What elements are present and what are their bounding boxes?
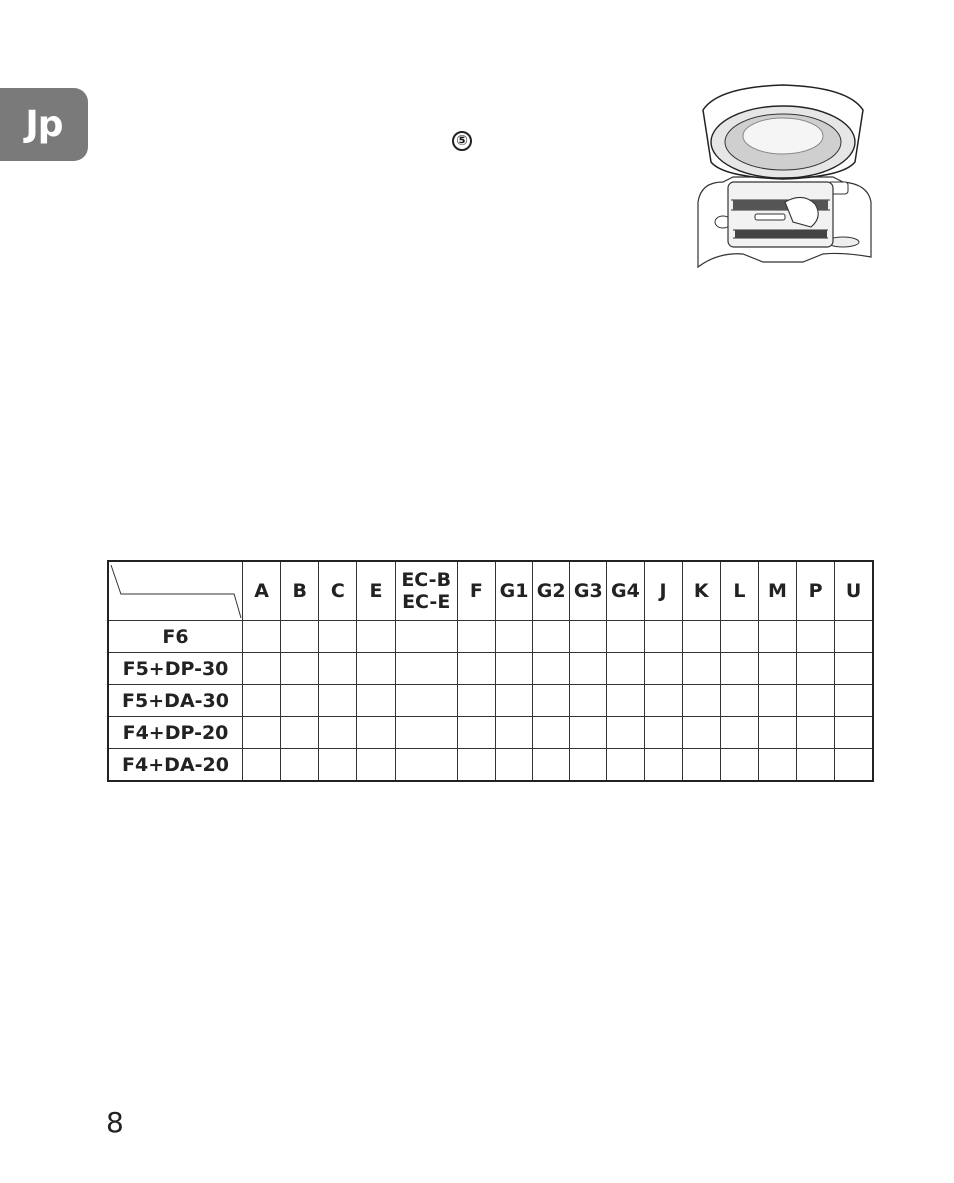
table-cell [357,621,395,653]
table-cell [835,653,873,685]
table-cell [281,749,319,782]
table-cell [682,621,720,653]
table-cell [607,653,644,685]
table-cell [758,653,796,685]
table-cell [644,717,682,749]
table-cell [319,685,357,717]
table-cell [495,749,532,782]
table-cell [758,685,796,717]
row-label: F5+DA-30 [108,685,243,717]
table-cell [281,621,319,653]
row-label: F6 [108,621,243,653]
table-cell [644,749,682,782]
column-header: E [357,561,395,621]
table-cell [395,685,457,717]
table-cell [533,749,570,782]
table-cell [457,653,495,685]
table-cell [243,749,281,782]
table-cell [682,653,720,685]
row-label: F4+DP-20 [108,717,243,749]
table-cell [243,621,281,653]
table-cell [281,685,319,717]
table-cell [495,621,532,653]
column-header: G2 [533,561,570,621]
table-row [108,685,873,717]
table-cell [682,685,720,717]
table-cell [319,717,357,749]
table-cell [797,621,835,653]
column-header: C [319,561,357,621]
table-cell [758,621,796,653]
table-cell [720,653,758,685]
table-cell [644,653,682,685]
table-row [108,749,873,782]
table-cell [570,749,607,782]
table-cell [644,685,682,717]
table-row [108,621,873,653]
table-cell [319,653,357,685]
table-cell [644,621,682,653]
table-cell [357,685,395,717]
table-corner-cell [108,561,243,621]
table-cell [357,653,395,685]
table-cell [797,717,835,749]
page-number: 8 [106,1106,124,1139]
table-header-row [108,561,873,621]
table-cell [457,685,495,717]
table-cell [570,621,607,653]
table-cell [797,749,835,782]
column-header: K [682,561,720,621]
table-cell [495,685,532,717]
table-row [108,653,873,685]
step-marker: ⑤ [452,131,472,151]
column-header: G4 [607,561,644,621]
table-cell [457,749,495,782]
table-cell [533,621,570,653]
table-cell [457,717,495,749]
table-cell [319,621,357,653]
table-cell [835,749,873,782]
column-header: U [835,561,873,621]
table-cell [533,653,570,685]
table-cell [607,749,644,782]
table-cell [495,717,532,749]
table-cell [607,685,644,717]
table-cell [682,749,720,782]
table-cell [835,717,873,749]
table-cell [395,749,457,782]
table-row [108,717,873,749]
table-cell [758,749,796,782]
table-cell [570,653,607,685]
column-header: G1 [495,561,532,621]
table-cell [570,717,607,749]
table-cell [720,717,758,749]
table-cell [395,653,457,685]
table-cell [720,621,758,653]
table-cell [357,749,395,782]
table-cell [758,717,796,749]
table-cell [243,685,281,717]
column-header: A [243,561,281,621]
table-cell [797,685,835,717]
table-cell [720,685,758,717]
table-cell [357,717,395,749]
column-header: L [720,561,758,621]
table-cell [607,717,644,749]
column-header: EC-B EC-E [395,561,457,621]
column-header: G3 [570,561,607,621]
column-header: F [457,561,495,621]
table-cell [457,621,495,653]
column-header: P [797,561,835,621]
table-cell [835,621,873,653]
column-header: M [758,561,796,621]
lens-with-hood-on-camera-icon [693,82,873,272]
column-header: J [644,561,682,621]
table-cell [395,717,457,749]
table-cell [243,653,281,685]
table-cell [533,685,570,717]
table-cell [835,685,873,717]
table-cell [720,749,758,782]
table-cell [533,717,570,749]
table-cell [395,621,457,653]
table-cell [797,653,835,685]
compatibility-table [107,560,874,782]
table-cell [570,685,607,717]
language-tab: Jp [0,88,88,161]
table-cell [682,717,720,749]
column-header: B [281,561,319,621]
table-cell [495,653,532,685]
table-cell [281,717,319,749]
row-label: F5+DP-30 [108,653,243,685]
table-cell [281,653,319,685]
table-cell [607,621,644,653]
table-cell [319,749,357,782]
table-cell [243,717,281,749]
row-label: F4+DA-20 [108,749,243,782]
